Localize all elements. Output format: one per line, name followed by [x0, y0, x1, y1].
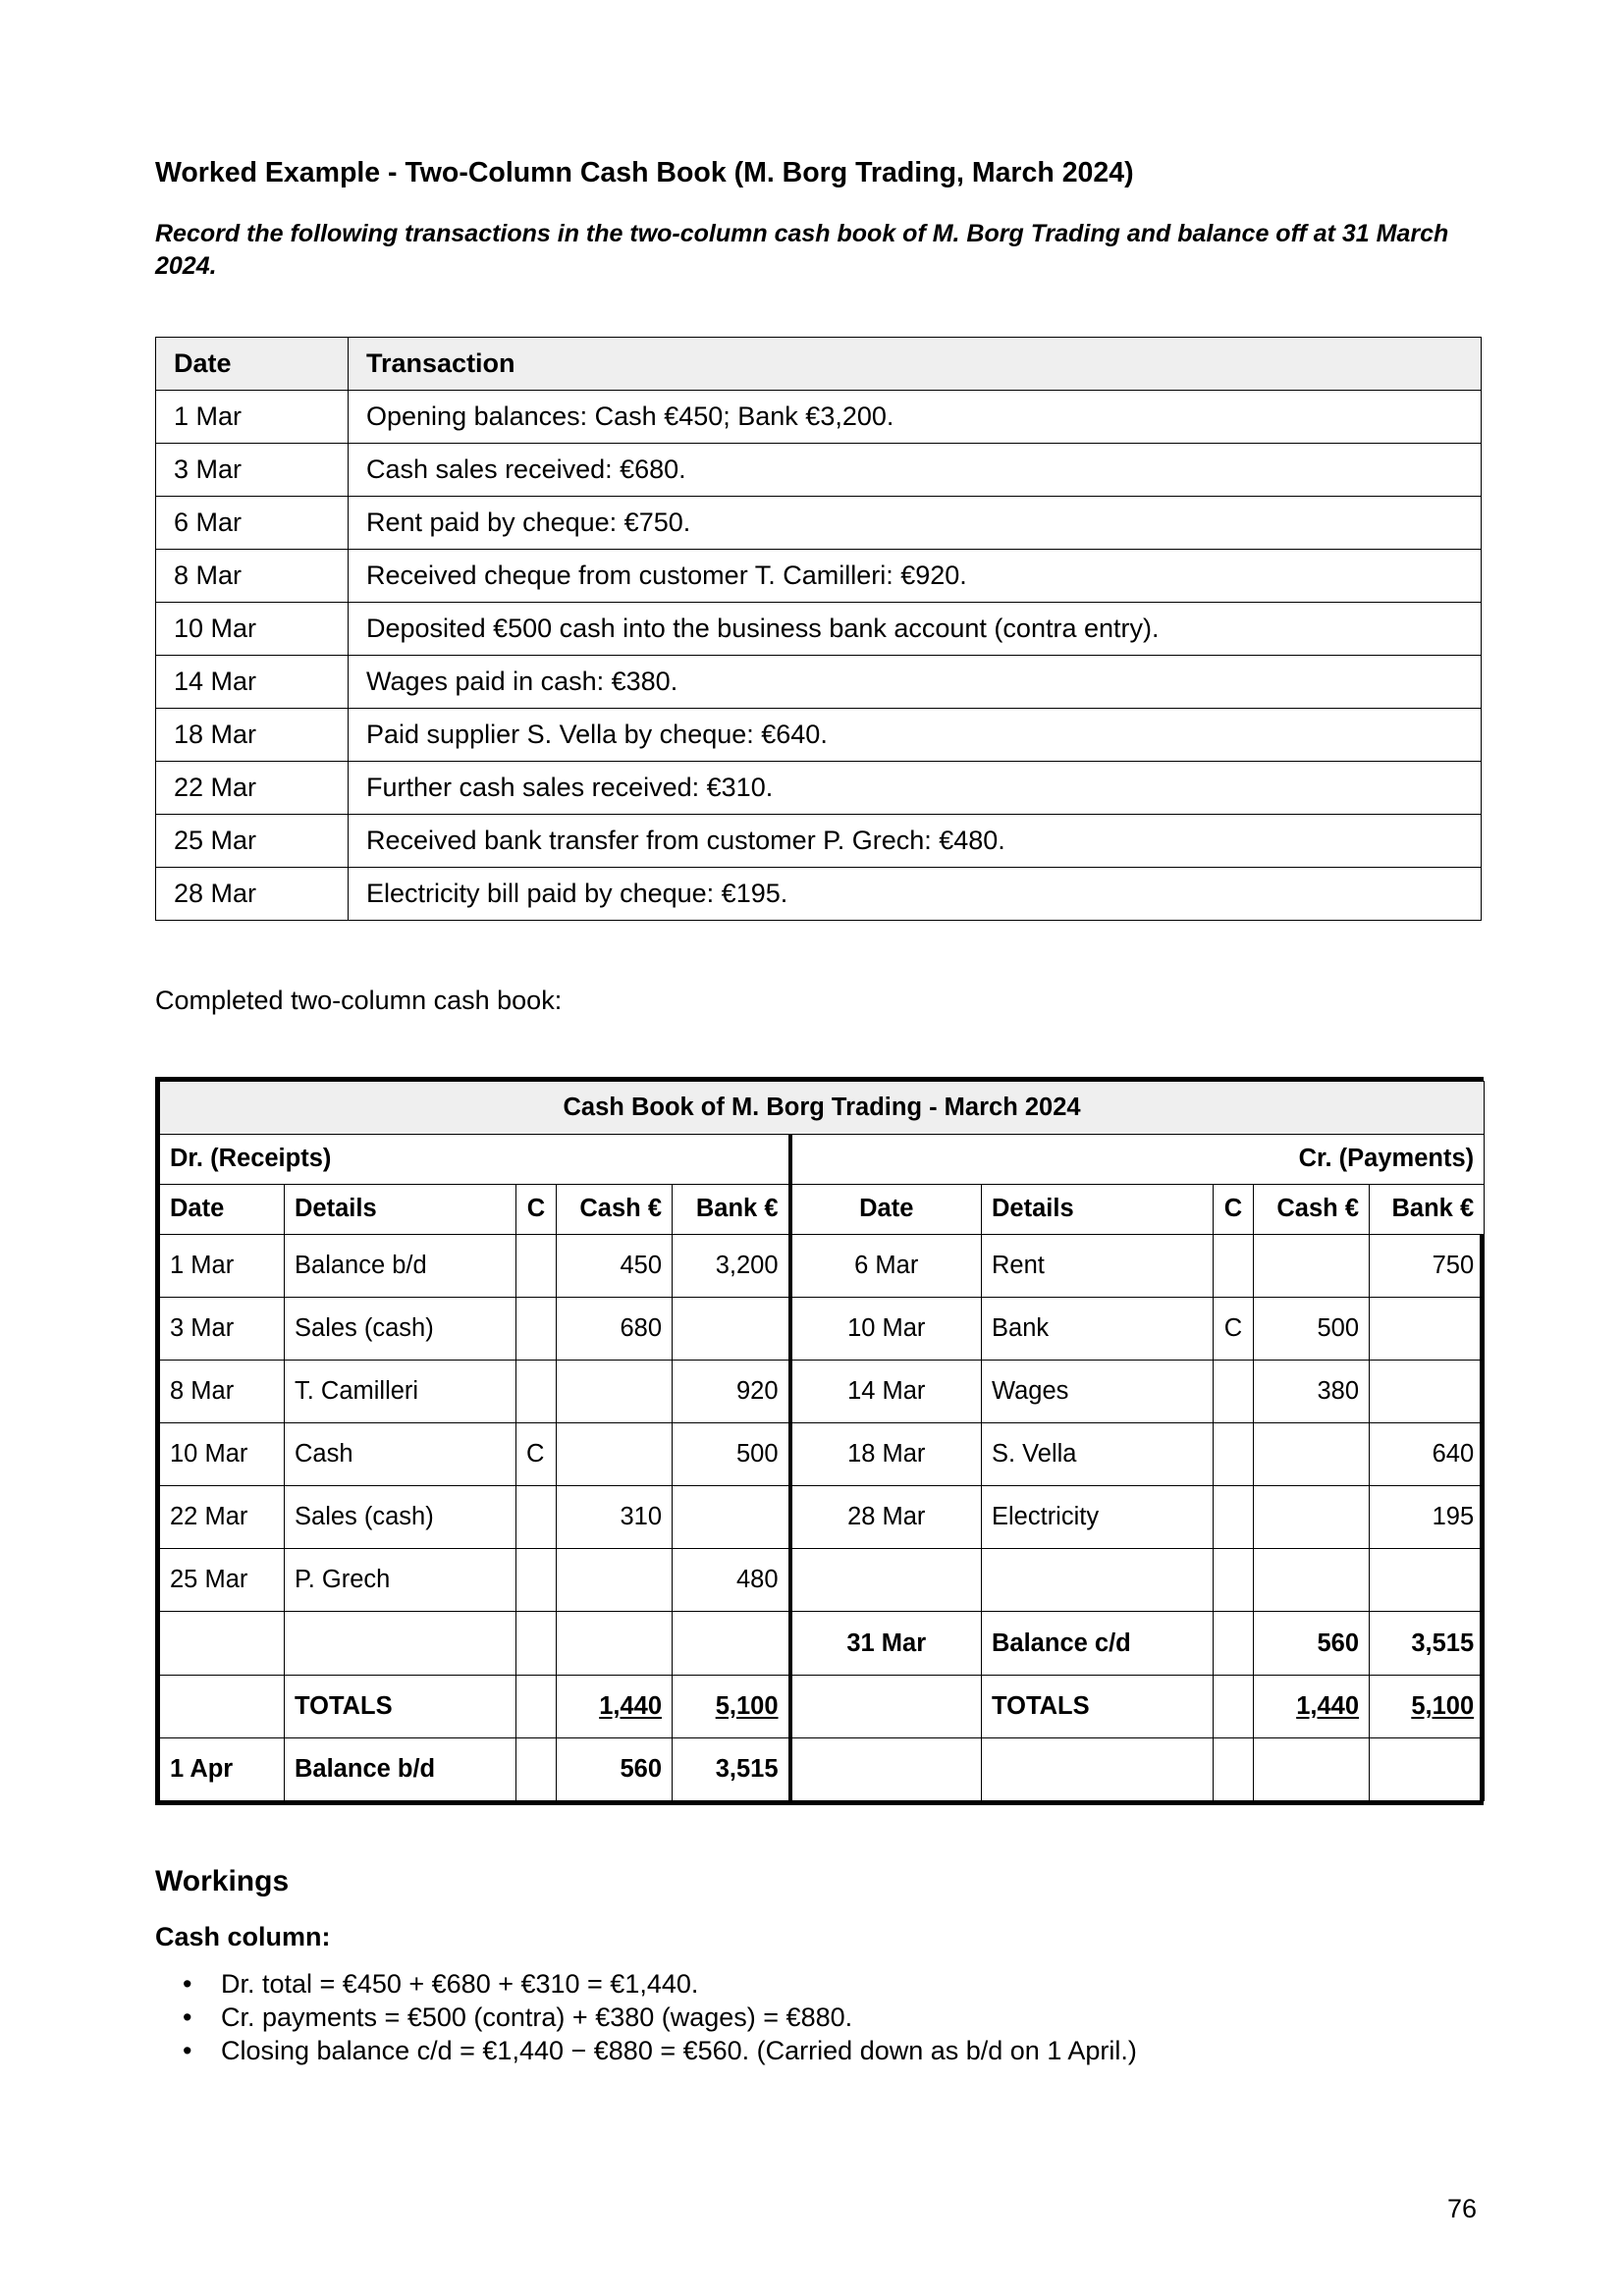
- dr-total-bank-value: 5,100: [715, 1691, 779, 1720]
- cashbook-title: Cash Book of M. Borg Trading - March 2024: [160, 1082, 1485, 1135]
- transaction-text: Cash sales received: €680.: [349, 444, 1482, 497]
- cr-bank: 195: [1370, 1486, 1485, 1549]
- transaction-row: [156, 444, 1482, 497]
- dr-details: Cash: [285, 1423, 516, 1486]
- cr-date: 31 Mar: [790, 1612, 982, 1675]
- cr-details: Electricity: [982, 1486, 1214, 1549]
- cr-total-cash-value: 1,440: [1296, 1691, 1359, 1720]
- transaction-row: [156, 603, 1482, 656]
- transaction-row: [156, 550, 1482, 603]
- dr-bank: [673, 1612, 790, 1675]
- bd-contra: [516, 1737, 557, 1800]
- dr-col-cash: Cash €: [557, 1184, 673, 1234]
- cashbook-row: [160, 1549, 1485, 1612]
- cr-totals-contra: [1214, 1675, 1254, 1737]
- bd-cr-date: [790, 1737, 982, 1800]
- bd-cr-cash: [1254, 1737, 1370, 1800]
- cr-totals-date: [790, 1675, 982, 1737]
- cr-contra: C: [1214, 1297, 1254, 1360]
- dr-date: 25 Mar: [160, 1549, 285, 1612]
- cashbook-row: [160, 1360, 1485, 1422]
- cr-cash: 500: [1254, 1297, 1370, 1360]
- cr-bank: 750: [1370, 1234, 1485, 1297]
- bd-cr-contra: [1214, 1737, 1254, 1800]
- transaction-date: 22 Mar: [156, 762, 349, 815]
- dr-cash: 680: [557, 1297, 673, 1360]
- dr-contra: [516, 1234, 557, 1297]
- dr-contra: [516, 1360, 557, 1422]
- cr-bank: 3,515: [1370, 1612, 1485, 1675]
- debit-side-label: Dr. (Receipts): [160, 1134, 790, 1184]
- cr-details: Rent: [982, 1234, 1214, 1297]
- transaction-text: Rent paid by cheque: €750.: [349, 497, 1482, 550]
- dr-bank: [673, 1297, 790, 1360]
- dr-contra: [516, 1612, 557, 1675]
- workings-heading: Workings: [155, 1865, 290, 1897]
- cr-contra: [1214, 1360, 1254, 1422]
- dr-contra: [516, 1297, 557, 1360]
- workings-item: • Closing balance c/d = €1,440 − €880 = €560. (Carried down as b/d on 1 April.): [155, 2034, 1137, 2067]
- transaction-date: 18 Mar: [156, 709, 349, 762]
- dr-contra: [516, 1549, 557, 1612]
- cr-totals-label: TOTALS: [982, 1675, 1214, 1737]
- transaction-text: Received bank transfer from customer P. Grech: €480.: [349, 815, 1482, 868]
- transactions-table: [155, 337, 1482, 921]
- transaction-text: Paid supplier S. Vella by cheque: €640.: [349, 709, 1482, 762]
- dr-totals-date: [160, 1675, 285, 1737]
- transaction-row: [156, 868, 1482, 921]
- cr-contra: [1214, 1486, 1254, 1549]
- dr-col-date: Date: [160, 1184, 285, 1234]
- transaction-date: 6 Mar: [156, 497, 349, 550]
- dr-cash: 450: [557, 1234, 673, 1297]
- workings-item: • Dr. total = €450 + €680 + €310 = €1,440.: [155, 1967, 1137, 2001]
- dr-contra: [516, 1486, 557, 1549]
- transaction-row: [156, 656, 1482, 709]
- cashbook-brought-down-row: [160, 1737, 1485, 1800]
- cr-col-date: Date: [790, 1184, 982, 1234]
- cr-bank: [1370, 1549, 1485, 1612]
- transaction-text: Further cash sales received: €310.: [349, 762, 1482, 815]
- transaction-text: Electricity bill paid by cheque: €195.: [349, 868, 1482, 921]
- dr-details: Balance b/d: [285, 1234, 516, 1297]
- transaction-date: 10 Mar: [156, 603, 349, 656]
- dr-bank: 920: [673, 1360, 790, 1422]
- transaction-text: Wages paid in cash: €380.: [349, 656, 1482, 709]
- cr-totals-bank: [1370, 1675, 1485, 1737]
- transaction-text: Opening balances: Cash €450; Bank €3,200.: [349, 391, 1482, 444]
- transaction-date: 25 Mar: [156, 815, 349, 868]
- cr-col-bank: Bank €: [1370, 1184, 1485, 1234]
- transaction-row: [156, 497, 1482, 550]
- transaction-date: 1 Mar: [156, 391, 349, 444]
- dr-date: 8 Mar: [160, 1360, 285, 1422]
- dr-cash: 310: [557, 1486, 673, 1549]
- dr-date: 22 Mar: [160, 1486, 285, 1549]
- dr-cash: [557, 1612, 673, 1675]
- transactions-header-transaction: Transaction: [349, 338, 1482, 391]
- dr-date: 3 Mar: [160, 1297, 285, 1360]
- dr-details: Sales (cash): [285, 1297, 516, 1360]
- dr-bank: 3,200: [673, 1234, 790, 1297]
- page-number: 76: [1447, 2194, 1478, 2223]
- dr-cash: [557, 1423, 673, 1486]
- cr-contra: [1214, 1612, 1254, 1675]
- dr-col-bank: Bank €: [673, 1184, 790, 1234]
- cr-date: 18 Mar: [790, 1423, 982, 1486]
- cr-cash: [1254, 1423, 1370, 1486]
- dr-details: [285, 1612, 516, 1675]
- bd-cr-bank: [1370, 1737, 1485, 1800]
- dr-bank: 500: [673, 1423, 790, 1486]
- cr-cash: [1254, 1234, 1370, 1297]
- cr-details: Balance c/d: [982, 1612, 1214, 1675]
- dr-cash: [557, 1360, 673, 1422]
- cashbook-side-labels-row: [160, 1134, 1485, 1184]
- cr-date: 14 Mar: [790, 1360, 982, 1422]
- transaction-text: Received cheque from customer T. Camilleri: €920.: [349, 550, 1482, 603]
- cashbook-row: [160, 1423, 1485, 1486]
- cashbook-title-row: [160, 1082, 1485, 1135]
- dr-col-c: C: [516, 1184, 557, 1234]
- cr-contra: [1214, 1234, 1254, 1297]
- dr-date: 1 Mar: [160, 1234, 285, 1297]
- cashbook-row: [160, 1612, 1485, 1675]
- transaction-row: [156, 762, 1482, 815]
- cr-bank: [1370, 1297, 1485, 1360]
- example-title: Worked Example - Two-Column Cash Book (M. Borg Trading, March 2024): [155, 157, 1134, 188]
- bd-details: Balance b/d: [285, 1737, 516, 1800]
- dr-col-details: Details: [285, 1184, 516, 1234]
- dr-details: Sales (cash): [285, 1486, 516, 1549]
- transaction-row: [156, 391, 1482, 444]
- dr-bank: 480: [673, 1549, 790, 1612]
- cr-cash: [1254, 1486, 1370, 1549]
- dr-date: [160, 1612, 285, 1675]
- dr-totals-label: TOTALS: [285, 1675, 516, 1737]
- cashbook-row: [160, 1234, 1485, 1297]
- cashbook-table: [159, 1081, 1485, 1801]
- cr-details: Wages: [982, 1360, 1214, 1422]
- dr-contra: C: [516, 1423, 557, 1486]
- cashbook-column-header-row: [160, 1184, 1485, 1234]
- cr-cash: 380: [1254, 1360, 1370, 1422]
- cashbook-frame: [155, 1077, 1484, 1805]
- dr-date: 10 Mar: [160, 1423, 285, 1486]
- dr-totals-bank: [673, 1675, 790, 1737]
- cr-bank: 640: [1370, 1423, 1485, 1486]
- bd-bank: 3,515: [673, 1737, 790, 1800]
- cr-cash: [1254, 1549, 1370, 1612]
- dr-bank: [673, 1486, 790, 1549]
- dr-cash: [557, 1549, 673, 1612]
- cr-col-cash: Cash €: [1254, 1184, 1370, 1234]
- cr-date: 10 Mar: [790, 1297, 982, 1360]
- dr-totals-cash: [557, 1675, 673, 1737]
- transaction-row: [156, 709, 1482, 762]
- cr-date: [790, 1549, 982, 1612]
- cr-contra: [1214, 1423, 1254, 1486]
- dr-totals-contra: [516, 1675, 557, 1737]
- bd-cash: 560: [557, 1737, 673, 1800]
- cr-col-c: C: [1214, 1184, 1254, 1234]
- cr-date: 6 Mar: [790, 1234, 982, 1297]
- cr-total-bank-value: 5,100: [1411, 1691, 1475, 1720]
- cash-column-heading: Cash column:: [155, 1922, 331, 1951]
- cashbook-row: [160, 1297, 1485, 1360]
- cr-details: [982, 1549, 1214, 1612]
- transaction-date: 8 Mar: [156, 550, 349, 603]
- bd-date: 1 Apr: [160, 1737, 285, 1800]
- workings-list: [155, 1967, 1137, 2067]
- instruction-text: Record the following transactions in the two-column cash book of M. Borg Trading and balance off at 31 March 2024.: [155, 220, 1449, 280]
- bd-cr-details: [982, 1737, 1214, 1800]
- dr-details: P. Grech: [285, 1549, 516, 1612]
- transaction-text: Deposited €500 cash into the business bank account (contra entry).: [349, 603, 1482, 656]
- cr-cash: 560: [1254, 1612, 1370, 1675]
- transaction-date: 28 Mar: [156, 868, 349, 921]
- cashbook-row: [160, 1486, 1485, 1549]
- cr-bank: [1370, 1360, 1485, 1422]
- cashbook-totals-row: [160, 1675, 1485, 1737]
- transaction-row: [156, 815, 1482, 868]
- cr-col-details: Details: [982, 1184, 1214, 1234]
- transaction-date: 3 Mar: [156, 444, 349, 497]
- cr-details: Bank: [982, 1297, 1214, 1360]
- workings-item: • Cr. payments = €500 (contra) + €380 (wages) = €880.: [155, 2001, 1137, 2034]
- cr-contra: [1214, 1549, 1254, 1612]
- dr-total-cash-value: 1,440: [599, 1691, 662, 1720]
- dr-details: T. Camilleri: [285, 1360, 516, 1422]
- credit-side-label: Cr. (Payments): [790, 1134, 1485, 1184]
- transaction-date: 14 Mar: [156, 656, 349, 709]
- transactions-header-row: [156, 338, 1482, 391]
- cr-totals-cash: [1254, 1675, 1370, 1737]
- cr-date: 28 Mar: [790, 1486, 982, 1549]
- cr-details: S. Vella: [982, 1423, 1214, 1486]
- completed-cashbook-label: Completed two-column cash book:: [155, 986, 563, 1015]
- transactions-header-date: Date: [156, 338, 349, 391]
